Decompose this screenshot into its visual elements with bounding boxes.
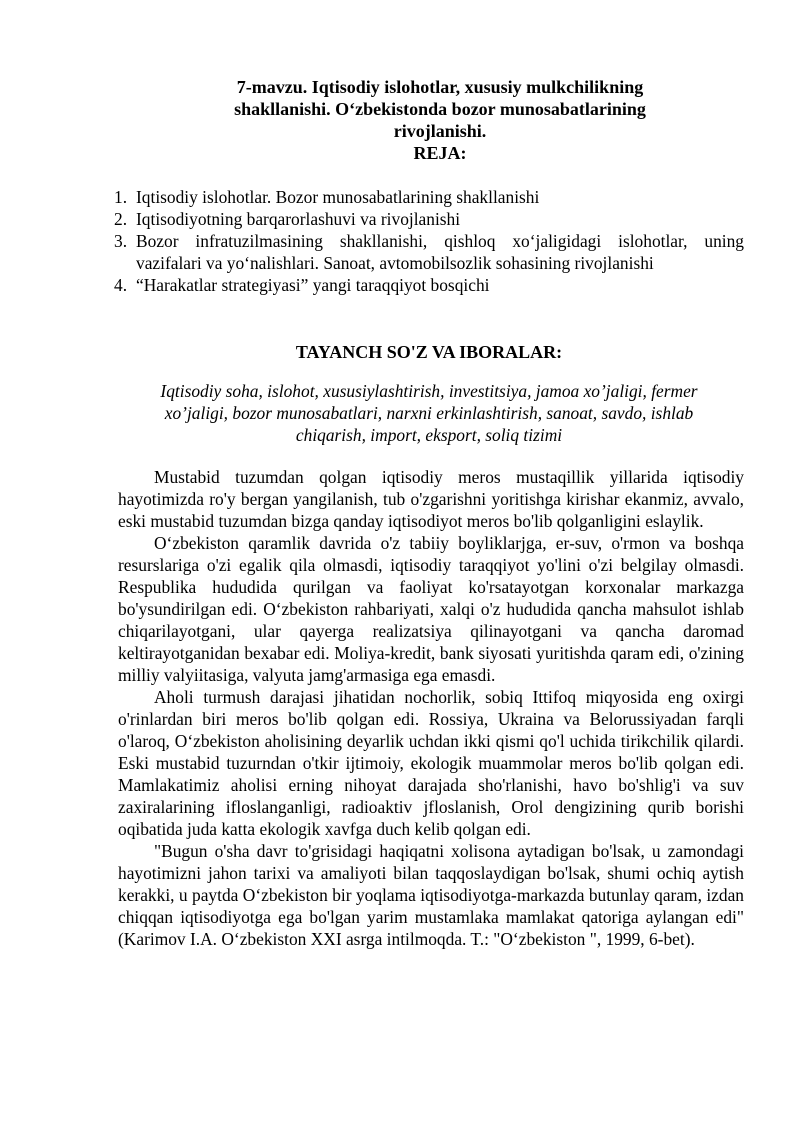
keywords-line: chiqarish, import, eksport, soliq tizimi <box>295 425 563 445</box>
paragraph-2: O‘zbekiston qaramlik davrida o'z tabiiy boyliklarjga, er-suv, o'rmon va boshqa resurslariga o'zi egalik qila olmasdi, iqtisodiy taraqqiyot yo'lini o'zi belgilay olmasdi. Respublika hududida qurilgan va faoliyat ko'rsatayotgan korxonalar markazga bo'ysundirilgan edi. O‘zbekiston rahbariyati, xalqi o'z hududida qancha mahsulot ishlab chiqarilayotgani, ular qayerga realizatsiya qilinayotgani va qancha daromad keltirayotganidan bexabar edi. Moliya-kredit, bank siyosati yuritishda qaram edi, o'zining milliy valyiitasiga, valyuta jamg'armasiga ega emasdi. <box>118 533 744 685</box>
keywords-line: Iqtisodiy soha, islohot, xususiylashtirish, investitsiya, jamoa xo’jaligi, fermer <box>160 381 698 401</box>
plan-item-4 <box>114 274 744 296</box>
keywords-line: xo’jaligi, bozor munosabatlari, narxni erkinlashtirish, sanoat, savdo, ishlab <box>164 403 694 423</box>
title-line: shakllanishi. O‘zbekistonda bozor munosabatlarining <box>234 99 646 119</box>
plan-text: Iqtisodiyotning barqarorlashuvi va rivojlanishi <box>136 209 461 229</box>
lecture-title <box>200 76 680 164</box>
paragraph-4: "Bugun o'sha davr to'grisidagi haqiqatni xolisona aytadigan bo'lsak, u zamondagi hayotimizni jahon tarixi va amaliyoti bilan taqqoslaydigan bo'lsak, shumi ochiq aytish kerakki, u paytda O‘zbekiston bir yoqlama iqtisodiyotga-markazda butunlay qaram, izdan chiqqan iqtisodiyotga ega bo'lgan yarim mustamlaka mamlakat qatoriga aylangan edi" (Karimov I.A. O‘zbekiston XXI asrga intilmoqda. T.: "O‘zbekiston ", 1999, 6-bet). <box>118 841 744 949</box>
plan-text-line: Bozor infratuzilmasining shakllanishi, qishloq xo‘jaligidagi islohotlar, uning <box>136 231 744 251</box>
plan-item-2 <box>114 208 744 230</box>
paragraph-3: Aholi turmush darajasi jihatidan nochorlik, sobiq Ittifoq miqyosida eng oxirgi o'rinlardan biri meros bo'lib qolgan edi. Rossiya, Ukraina va Belorussiyadan farqli o'laroq, O‘zbekiston aholisining deyarlik uchdan ikki qismi qo'l uchida tirikchilik qilardi. Eski mustabid tuzurndan o'tkir ijtimoiy, ekologik muammolar meros bo'lib qolgan edi. Mamlakatimiz aholisi erning nihoyat darajada sho'rlanishi, havo bo'shlig'i va suv zaxiralarining ifloslanganligi, radioaktiv jfloslanish, Orol dengizining qurib borishi oqibatida juda katta ekologik xavfga duch kelib qolgan edi. <box>118 687 744 839</box>
plan-number: 3. <box>114 231 128 251</box>
plan-text-line: vazifalari va yo‘nalishlari. Sanoat, avtomobilsozlik sohasining rivojlanishi <box>136 253 654 273</box>
plan-number: 2. <box>114 209 128 229</box>
plan-text <box>136 230 744 274</box>
plan-heading: REJA: <box>413 143 467 163</box>
plan-item-1 <box>114 186 744 208</box>
title-line: 7-mavzu. Iqtisodiy islohotlar, xususiy mulkchilikning <box>236 77 644 97</box>
plan-item-3 <box>114 230 744 274</box>
title-line: rivojlanishi. <box>393 121 487 141</box>
keywords-heading: TAYANCH SO'Z VA IBORALAR: <box>295 342 563 362</box>
body-text <box>118 466 744 950</box>
paragraph-1: Mustabid tuzumdan qolgan iqtisodiy meros mustaqillik yillarida iqtisodiy hayotimizda ro'y bergan yangilanish, tub o'zgarishni yoritishga kirishar ekanmiz, avvalo, eski mustabid tuzumdan bizga qanday iqtisodiyot meros bo'lib qolganligini eslaylik. <box>118 467 744 531</box>
plan-text: “Harakatlar strategiyasi” yangi taraqqiyot bosqichi <box>136 275 490 295</box>
plan-text: Iqtisodiy islohotlar. Bozor munosabatlarining shakllanishi <box>136 187 540 207</box>
keywords-list <box>114 380 744 446</box>
plan-list <box>114 186 744 296</box>
plan-number: 1. <box>114 187 128 207</box>
plan-number: 4. <box>114 275 128 295</box>
